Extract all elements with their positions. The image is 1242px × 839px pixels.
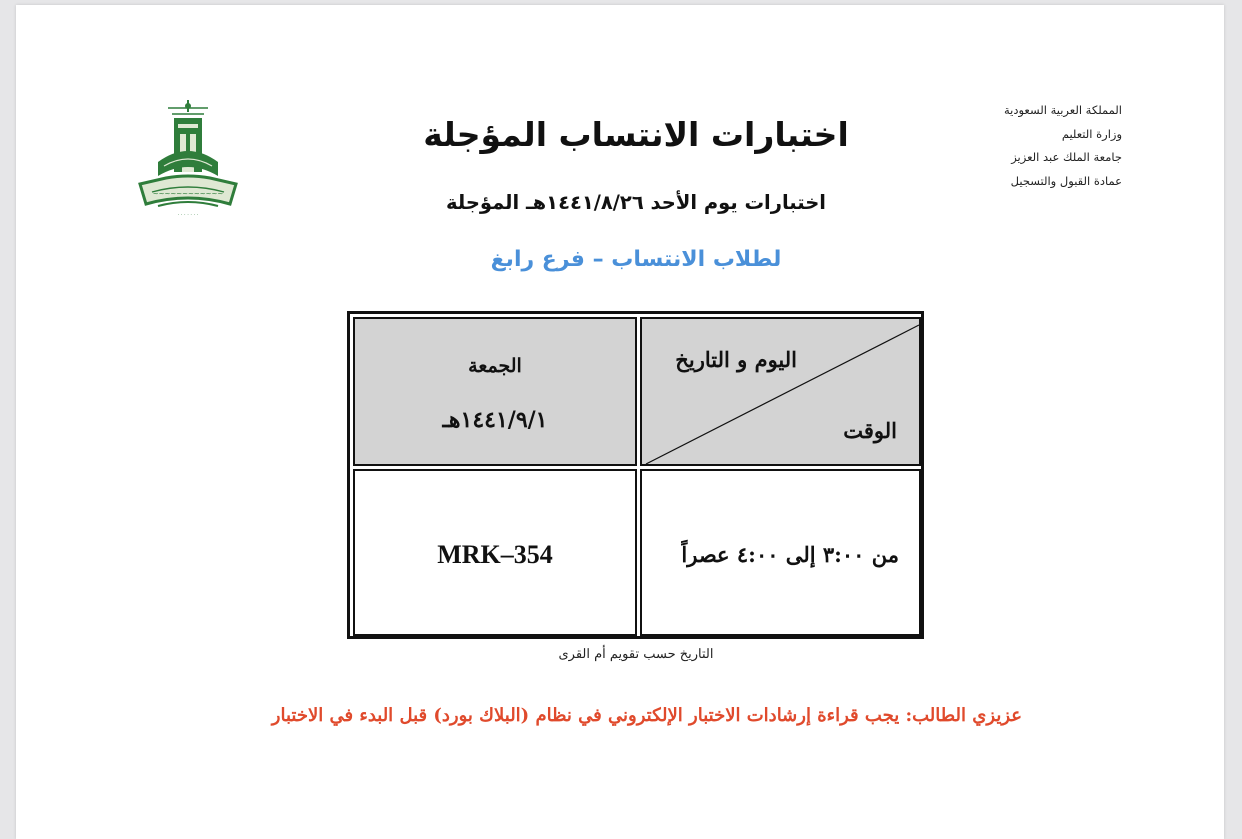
time-slot: من ٣:٠٠ إلى ٤:٠٠ عصراً (681, 542, 899, 567)
university-logo-icon (136, 100, 240, 222)
document-page (16, 5, 1224, 839)
table-day-cell (353, 317, 637, 466)
document-subtitle: اختبارات يوم الأحد ١٤٤١/٨/٢٦هـ المؤجلة (446, 191, 826, 214)
header-day-label: اليوم و التاريخ (675, 347, 797, 372)
schedule-table (347, 311, 924, 639)
ministry-line-deanship: عمادة القبول والتسجيل (1010, 173, 1122, 188)
document-title: اختبارات الانتساب المؤجلة (423, 115, 849, 154)
day-date: ١٤٤١/٩/١هـ (442, 407, 548, 433)
university-logo (136, 100, 240, 222)
table-course-cell (353, 469, 637, 636)
header-time-label: الوقت (843, 418, 897, 443)
ministry-header (982, 99, 1122, 193)
course-code: MRK–354 (437, 540, 553, 569)
ministry-line-country: المملكة العربية السعودية (1004, 103, 1122, 117)
svg-text:· · · · · · ·: · · · · · · · (177, 212, 199, 218)
calendar-note: التاريخ حسب تقويم أم القرى (558, 647, 714, 662)
day-name: الجمعة (468, 355, 522, 377)
svg-text:~~~~~~~~~~~~: ~~~~~~~~~~~~ (152, 190, 224, 198)
branch-label: لطلاب الانتساب – فرع رابغ (490, 247, 782, 272)
student-notice: عزيزي الطالب: يجب قراءة إرشادات الاختبار الإلكتروني في نظام (البلاك بورد) قبل البدء في الاختبار (271, 705, 1022, 726)
ministry-line-university: جامعة الملك عبد العزيز (1011, 150, 1122, 164)
ministry-line-ministry: وزارة التعليم (1061, 126, 1122, 141)
table-header-corner-cell (640, 317, 921, 466)
table-time-cell (640, 469, 921, 636)
